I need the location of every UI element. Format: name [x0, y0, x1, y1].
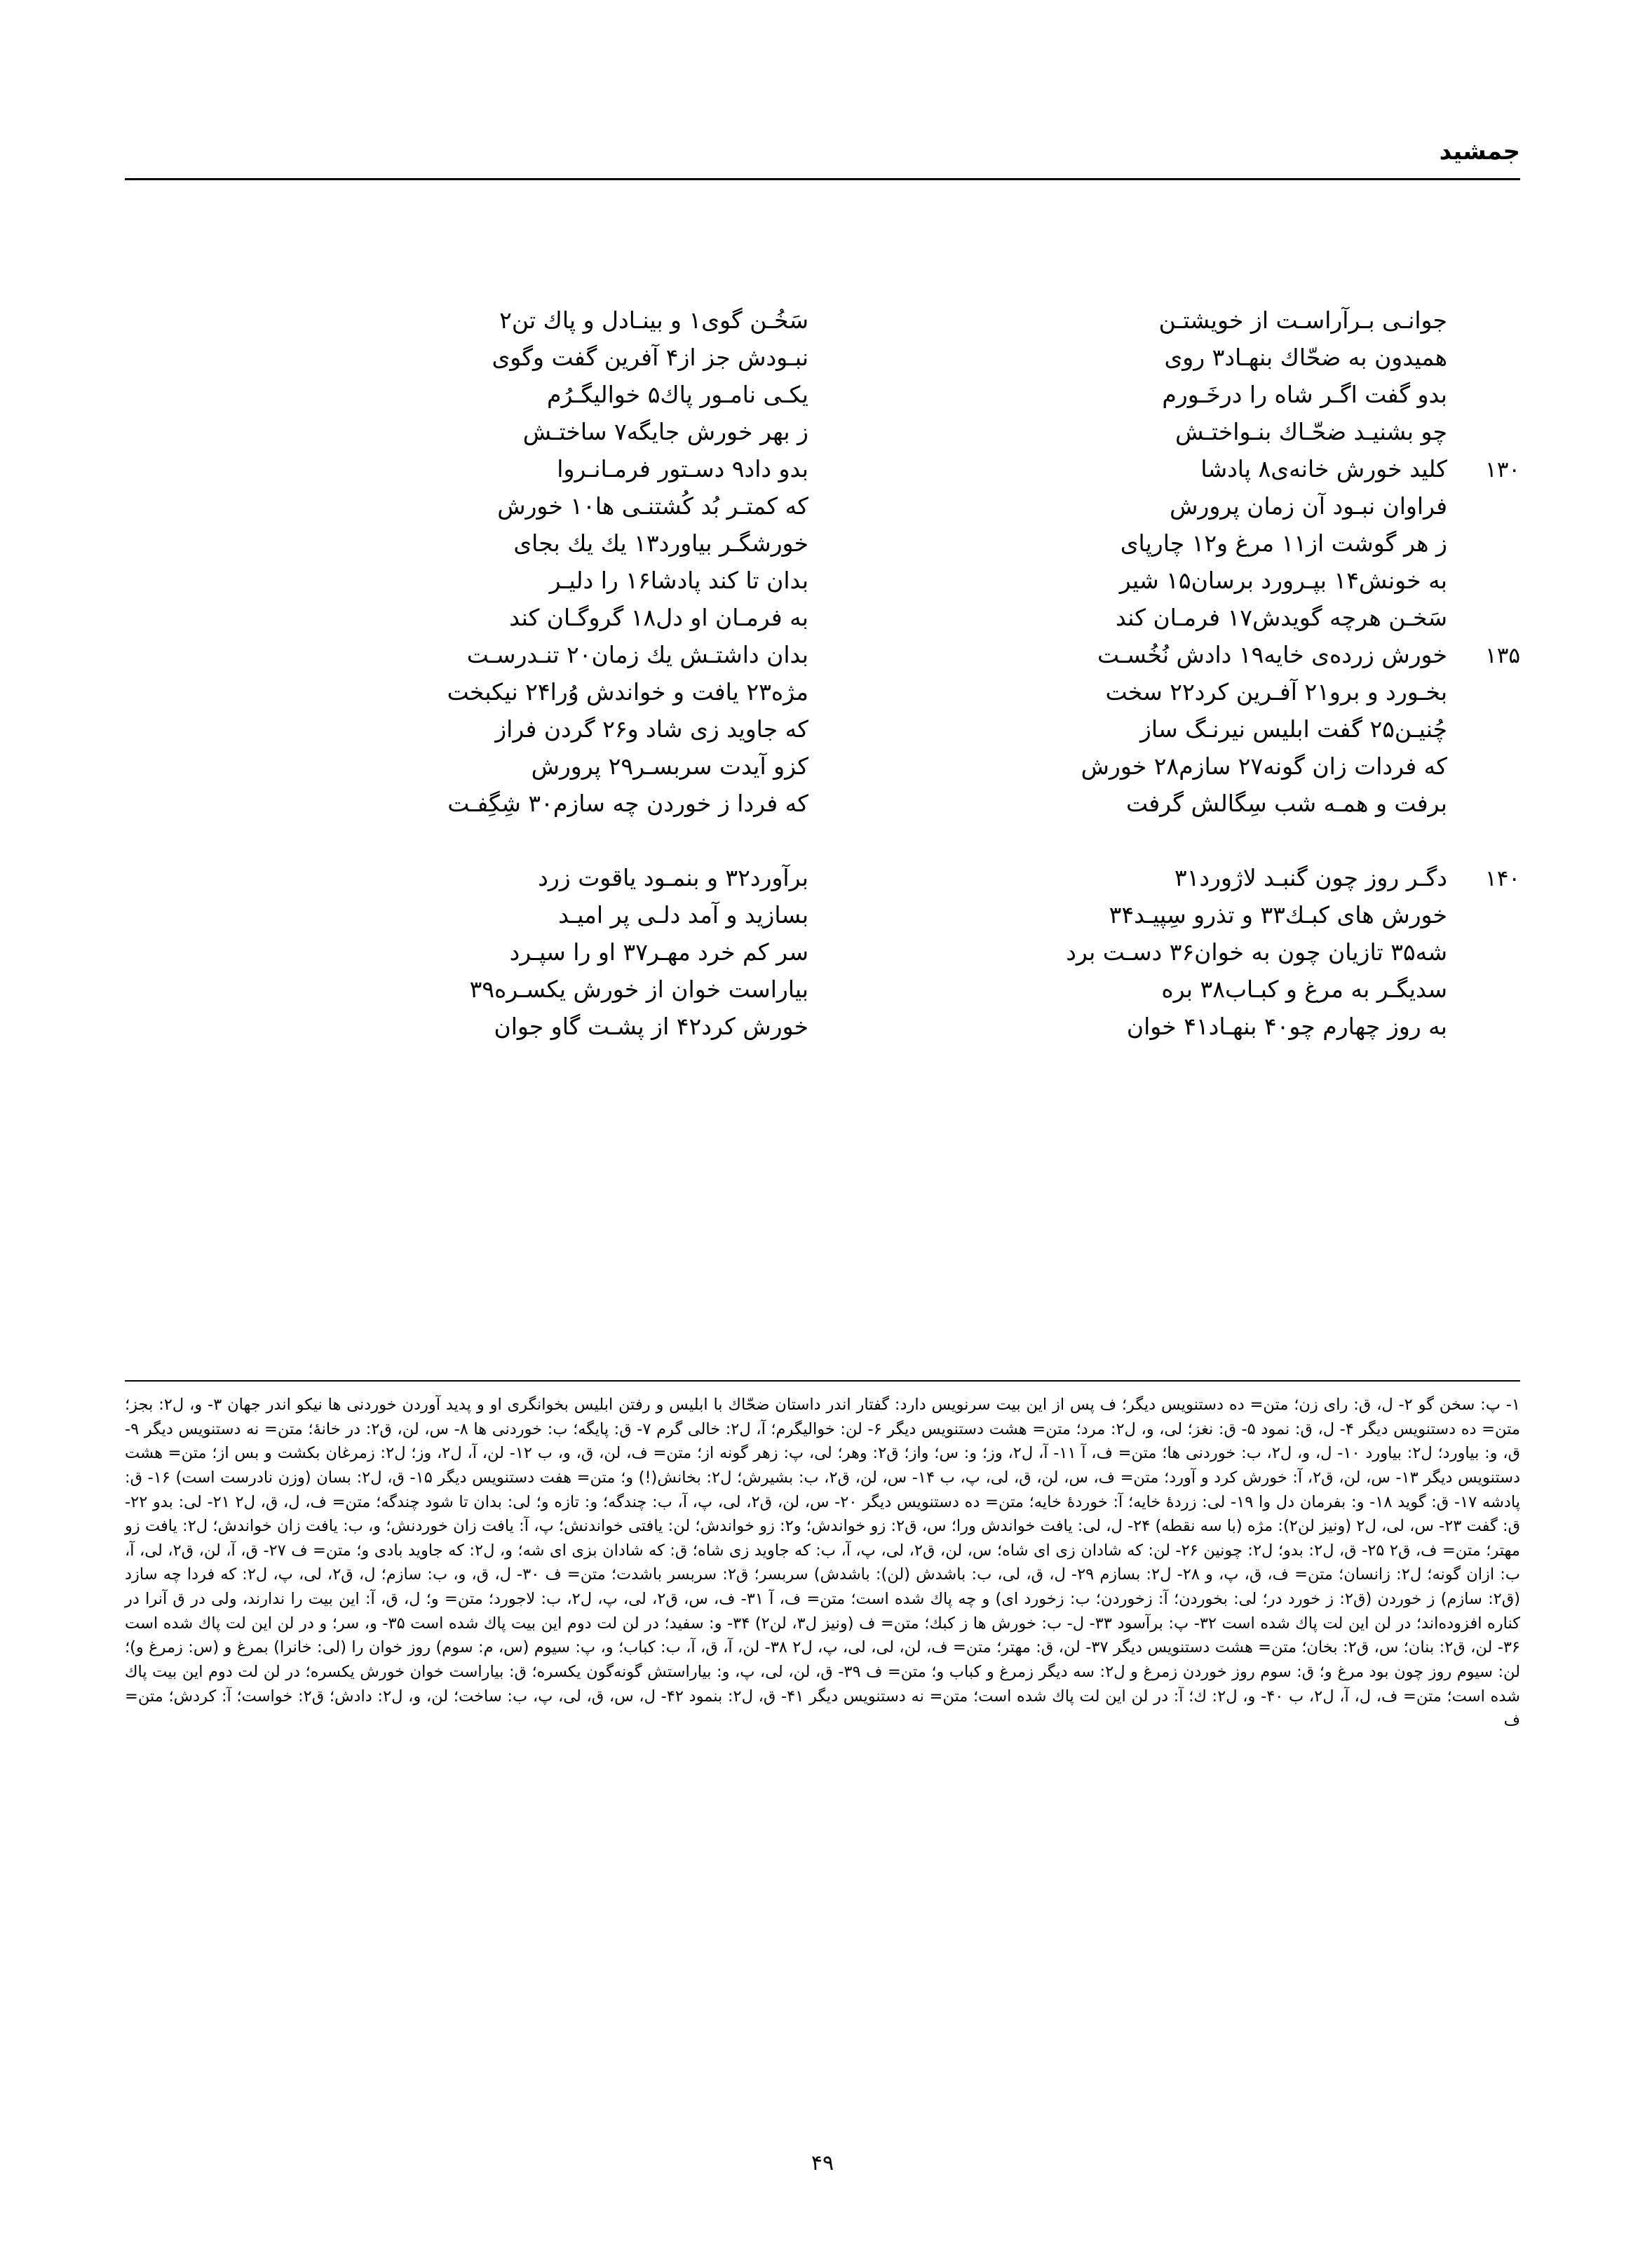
- verse-text: بیاراست خوان از خورش یكسـره۳۹: [469, 976, 808, 1003]
- verse-line: [837, 606, 1520, 643]
- verse-line: [837, 866, 1520, 903]
- verse-text: جوانـى بـرآراسـت از خویشتـن: [1158, 306, 1447, 334]
- verse-text: كه جاوید زى شاد و۲۶ گردن فراز: [495, 715, 808, 743]
- verse-text: برآورد۳۲ و بنمـود یاقوت زرد: [538, 864, 808, 891]
- verse-line: [837, 752, 1520, 792]
- verse-text: ز بهر خورش جایگه۷ ساختـش: [522, 418, 808, 445]
- verse-column-left: [125, 306, 822, 1052]
- verse-line: [125, 792, 808, 829]
- verse-text: بدو داد۹ دسـتور فرمـانـروا: [557, 455, 808, 482]
- verse-line: [837, 717, 1520, 755]
- verse-text: بدان تا كند پادشا۱۶ را دلیـر: [549, 567, 808, 594]
- verse-line: [837, 383, 1520, 420]
- verse-text: كه كمتـر بُد كُشتنـى ها۱۰ خورش: [497, 492, 808, 520]
- verse-line: [125, 1015, 808, 1052]
- stanza-gap: [125, 829, 808, 866]
- stanza-gap: [837, 829, 1520, 866]
- verse-text: بدو گفت اگـر شاه را درخَـورم: [1162, 381, 1447, 408]
- verse-line: [125, 866, 808, 903]
- verse-area: [125, 306, 1520, 1052]
- verse-number: ۱۴۰: [1485, 866, 1520, 891]
- verse-line: [837, 1015, 1520, 1052]
- verse-text: همیدون به ضحّاك بنهـاد۳ روى: [1164, 344, 1447, 371]
- verse-text: بخـورد و برو۲۱ آفـرین كرد۲۲ سخت: [1105, 678, 1447, 706]
- verse-text: دگـر روز چون گنبـد لاژورد۳۱: [1174, 864, 1447, 891]
- verse-line: [837, 792, 1520, 829]
- verse-line: [837, 680, 1520, 717]
- verse-text: كزو آیدت سربسـر۲۹ پرورش: [531, 752, 808, 780]
- verse-number: ۱۳۰: [1485, 457, 1520, 482]
- verse-text: ز هر گوشت از۱۱ مرغ و۱۲ چارپاى: [1120, 529, 1447, 557]
- verse-text: شه۳۵ تازیان چون به خوان۳۶ دسـت برد: [1066, 938, 1447, 966]
- verse-line: [125, 680, 808, 717]
- verse-line: [837, 529, 1520, 569]
- verse-text: خورشگـر بیاورد۱۳ یك یك بجاى: [513, 529, 808, 557]
- verse-line: [125, 606, 808, 643]
- verse-line: [125, 494, 808, 532]
- verse-line: [125, 383, 808, 420]
- verse-line: [837, 494, 1520, 532]
- verse-line: [837, 457, 1520, 494]
- verse-text: سَخُـن گوى۱ و بینـادل و پاك تن۲: [499, 306, 808, 334]
- critical-apparatus: [125, 1380, 1520, 1733]
- verse-text: خورش هاى كبـك۳۳ و تذرو سِپیـد۳۴: [1109, 901, 1447, 929]
- verse-line: [837, 306, 1520, 346]
- verse-line: [837, 643, 1520, 680]
- verse-line: [837, 346, 1520, 383]
- verse-line: [125, 569, 808, 606]
- verse-text: به روز چهارم چو۴۰ بنهـاد۴۱ خوان: [1126, 1013, 1447, 1040]
- verse-text: به فرمـان او دل۱۸ گروگـان كند: [509, 604, 808, 631]
- verse-text: چو بشنیـد ضحّـاك بنـواختـش: [1175, 418, 1447, 445]
- verse-column-right: [822, 306, 1520, 1052]
- apparatus-text: ۱- پ: سخن گو ۲- ل، ق: راى زن؛ متن= ده دستنویس دیگر؛ ف پس از این بیت سرنویس دارد: گفتار اندر داستان ضحّاك با ابلیس و رفتن ابلیس بخوانگرى او و پدید آوردن خوردنى ها نیكو اندر جهان ۳- و، ل۲: بجز؛ متن= ده دستنویس دیگر ۴- ل، ق: نمود ۵- ق: نغز؛ لى، و، ل۲: مرد؛ متن= هشت دستنویس دیگر ۶- لن: خوالیگرم؛ آ، ل۲: خالى گرم ۷- ق: پایگه؛ ب: خوردنى ها ۸- س، لن، ق۲: در خانهٔ؛ متن= نه دستنویس دیگر ۹- ق، و: بیاورد؛ ل۲: بیاورد ۱۰- ل، و، ل۲، ب: خوردنى ها؛ متن= ف، آ ۱۱- آ، ل۲، وز؛ و: س؛ واز؛ ق۲: وهر؛ لى، پ: زهر گونه از؛ متن= ف، لن، ق، و، ب ۱۲- لن، آ، ل۲، وز؛ ل۲: زمرغان بكشت و بس از؛ متن= هشت دستنویس دیگر ۱۳- س، لن، ق۲، آ: خورش كرد و آورد؛ متن= ف، س، لن، ق، لى، پ، ب ۱۴- س، لن، ق۲، ب: بشیرش؛ ل۲: بخانش(!) و؛ متن= هفت دستنویس دیگر ۱۵- ق، ل۲: بسان (وزن نادرست است) ۱۶- ق: پادشه ۱۷- ق: گوید ۱۸- و: بفرمان دل وا ۱۹- لى: زردهٔ خایه؛ آ: خوردهٔ خایه؛ متن= ده دستنویس دیگر ۲۰- س، لن، ق۲، لى، پ، آ، ب: چندگه؛ و: تازه و؛ لى: بدان تا شود چندگه؛ متن= ف، ل، ق، ل۲ ۲۱- لى: بدو ۲۲- ق: گفت ۲۳- س، لى، ل۲ (ونیز لن۲): مژه (با سه نقطه) ۲۴- ل، لى: یافت خواندش ورا؛ س، ق۲: زو خواندش؛ و۲: زو خواندش؛ لن: یافتى خواندنش؛ پ، آ: یافت زان خوردنش؛ و، ب: یافت زان خواندش؛ ل۲: یافت زو مهتر؛ متن= ف، ق۲ ۲۵- ق، ل۲: بدو؛ ل۲: چونین ۲۶- لن: كه شادان زى اى شاه؛ س، لن، ق۲، لى، پ، آ، ب: كه جاوید زى شاه؛ ق: كه شادان بزى اى شه؛ و، ل۲: كه جاوید بادى و؛ متن= ف ۲۷- ق، آ، لن، ق۲، لى، آ، ب: ازان گونه؛ ل۲: زانسان؛ متن= ف، ق، پ، و ۲۸- ل۲: بسازم ۲۹- ل، ق، لى، ب: باشدش (لن): باشدش) سربسر؛ ق۲: سربسر باشدت؛ متن= ف ۳۰- ل، ق، و، ب: سازم؛ ل، ق۲، لى، پ، ل۲: كه فردا چه سازد (ق۲: سازم) ز خوردن (ق۲: ز خورد در؛ لى: بخوردن؛ آ: زخوردن؛ ب: زخورد اى) و چه پاك شده است؛ متن= ف، آ ۳۱- ف، س، ق۲، لى، پ، ل۲، ب: لاجورد؛ متن= و؛ ل، ق، آ: این بیت را ندارند، ولى در ق آنرا در كناره افزوده‌اند؛ در لن این لت پاك شده است ۳۲- پ: برآسود ۳۳- ل- ب: خورش ها ز كبك؛ متن= ف (ونیز ل۳، لن۲) ۳۴- و: سفید؛ در لن لت دوم این بیت پاك شده است ۳۵- و، سر؛ و در لن این لت پاك شده است ۳۶- لن، ق۲: بنان؛ س، ق۲: بخان؛ متن= هشت دستنویس دیگر ۳۷- لن، ق: مهتر؛ متن= ف، لن، لى، لى، پ، ل۲ ۳۸- لن، آ، ق، آ، ب: كباب؛ و، پ: سیوم (س، م: سوم) روز خوان را (لى: خانرا) بمرغ و (س: زمرغ و)؛ لن: سیوم روز چون بود مرغ و؛ ق: سوم روز خوردن زمرغ و ل۲: سه دیگر زمرغ و كباب و؛ متن= ف ۳۹- ق، لن، لى، پ، و: بیاراستش گونه‌گون یكسره؛ ق: بیاراست خوان خورش یكسره؛ در لن لت دوم این بیت پاك شده است؛ متن= ف، ل، آ، ل۲، ب ۴۰- و، ل۲: ك؛ آ: در لن این لت پاك شده است؛ متن= نه دستنویس دیگر ۴۱- ق، ل۲: بنمود ۴۲- ل، س، ق، لى، پ، ب: ساخت؛ لن، و، ل۲: دادش؛ ق۲: خواست؛ آ: كردش؛ متن= ف: [125, 1396, 1521, 1730]
- page-header: [125, 137, 1520, 180]
- verse-text: سر كم خرد مهـر۳۷ او را سپـرد: [509, 938, 808, 966]
- verse-line: [837, 903, 1520, 940]
- verse-text: چُنیـن۲۵ گفت ابلیس نیرنـگ ساز: [1139, 715, 1447, 743]
- verse-text: مژه۲۳ یافت و خواندش وُرا۲۴ نیكبخت: [447, 678, 808, 706]
- verse-text: كه فردا ز خوردن چه سازم۳۰ شِگِفـت: [447, 790, 808, 817]
- verse-line: [837, 940, 1520, 978]
- verse-line: [837, 978, 1520, 1015]
- verse-line: [125, 752, 808, 792]
- page-title: جمشید: [1439, 137, 1520, 166]
- verse-line: [837, 420, 1520, 457]
- verse-line: [125, 978, 808, 1015]
- verse-text: بسازید و آمد دلـى پر امیـد: [558, 901, 808, 929]
- verse-line: [125, 903, 808, 940]
- verse-text: كلید خورش خانه‌ى۸ پادشا: [1200, 455, 1447, 482]
- verse-text: به خونش۱۴ بپـرورد برسان۱۵ شیر: [1119, 567, 1447, 594]
- apparatus-divider: [125, 1380, 1520, 1382]
- verse-text: برفت و همـه شب سِگالش گرفت: [1125, 790, 1447, 817]
- verse-line: [125, 420, 808, 457]
- header-divider: [125, 178, 1520, 180]
- verse-line: [125, 306, 808, 346]
- verse-text: سَخـن هرچه گویدش۱۷ فرمـان كند: [1115, 604, 1447, 631]
- verse-text: خورش زرده‌ى خایه۱۹ دادش نُخُسـت: [1097, 641, 1447, 668]
- verse-line: [125, 717, 808, 755]
- verse-text: نبـودش جز از۴ آفرین گفت وگوى: [492, 344, 808, 371]
- verse-text: فراوان نبـود آن زمان پرورش: [1170, 492, 1447, 520]
- verse-line: [125, 457, 808, 494]
- apparatus-body: [125, 1393, 1520, 1733]
- verse-line: [125, 346, 808, 383]
- verse-number: ۱۳۵: [1485, 643, 1520, 668]
- verse-line: [125, 529, 808, 569]
- verse-text: خورش كرد۴۲ از پشـت گاو جوان: [494, 1013, 808, 1040]
- verse-line: [125, 940, 808, 978]
- verse-text: یكـى نامـور پاك۵ خوالیگـرُم: [547, 381, 808, 408]
- verse-text: بدان داشتـش یك زمان۲۰ تنـدرسـت: [466, 641, 808, 668]
- verse-text: سدیگـر به مرغ و كبـاب۳۸ بره: [1161, 976, 1447, 1003]
- verse-text: كه فردات زان گونه۲۷ سازم۲۸ خورش: [1081, 752, 1447, 780]
- verse-line: [837, 569, 1520, 606]
- verse-line: [125, 643, 808, 680]
- page-number: ۴۹: [811, 2151, 834, 2175]
